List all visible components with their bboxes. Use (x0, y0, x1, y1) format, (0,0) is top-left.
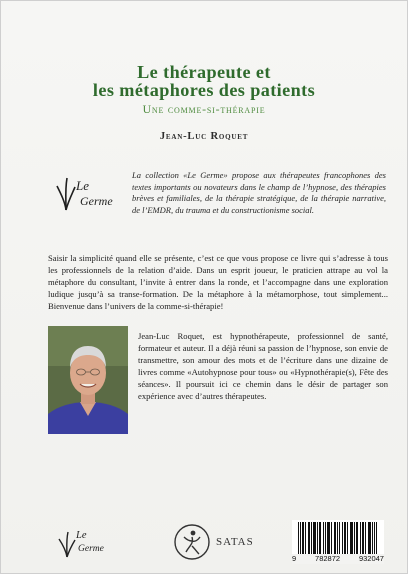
isbn-digit-prefix: 9 (292, 554, 297, 563)
collection-description: La collection «Le Germe» propose aux thérapeutes francophones des textes importants ou novateurs dans le champ de l’hypnose, des thérapies brèves et familiales, de la thérapie stratégique, de la thérapie narrative, de l’EMDR, du trauma et du constructionisme social. (132, 170, 386, 216)
author-biography: Jean-Luc Roquet, est hypnothérapeute, professionnel de santé, formateur et auteur. Il a déjà réuni sa passion de l’hypnose, son envie de transmettre, son amour des mots et de l’écriture dans une dizaine de livres comme «Autohypnose pour tous» ou «Hypnothérapie(s), Fête des séances». Il poursuit ici ce chemin dans le désir de partager son expérience avec d’autres thérapeutes. (138, 331, 388, 402)
publisher-name: SATAS (216, 536, 254, 548)
footer-logo-word-le: Le (76, 530, 87, 541)
sprout-icon (54, 172, 78, 212)
author-photo (48, 326, 128, 434)
book-author: Jean-Luc Roquet (159, 131, 249, 142)
isbn-digit-group1: 782872 (315, 554, 341, 563)
satas-publisher-logo (172, 522, 262, 562)
book-subtitle: Une comme-si-thérapie (142, 102, 266, 116)
book-blurb: Saisir la simplicité quand elle se présente, c’est ce que vous propose ce livre qui s’adresse à tous les professionnels de la relation d’aide. Dans un esprit joueur, le praticien attrape au vol la métaphore du consultant, l’invite à entrer dans la ronde, et l’accompagne dans une exploration ludique jusqu’à sa transe-formation. De la métaphore à la métamorphose, tout simplement... Bienvenue dans l’univers de la comme-si-thérapie! (48, 253, 388, 312)
book-title-line2: les métaphores des patients (92, 80, 316, 100)
footer-logo-word-germe: Germe (78, 544, 104, 554)
isbn-digit-group2: 932047 (358, 554, 384, 563)
logo-word-germe: Germe (80, 194, 113, 208)
le-germe-collection-logo (54, 172, 132, 214)
sprout-icon (56, 528, 78, 558)
book-title-line1: Le thérapeute et (137, 62, 271, 82)
le-germe-footer-logo (56, 528, 130, 560)
isbn-digits (292, 554, 384, 564)
logo-word-le: Le (76, 178, 89, 193)
satas-emblem-icon (172, 522, 212, 562)
